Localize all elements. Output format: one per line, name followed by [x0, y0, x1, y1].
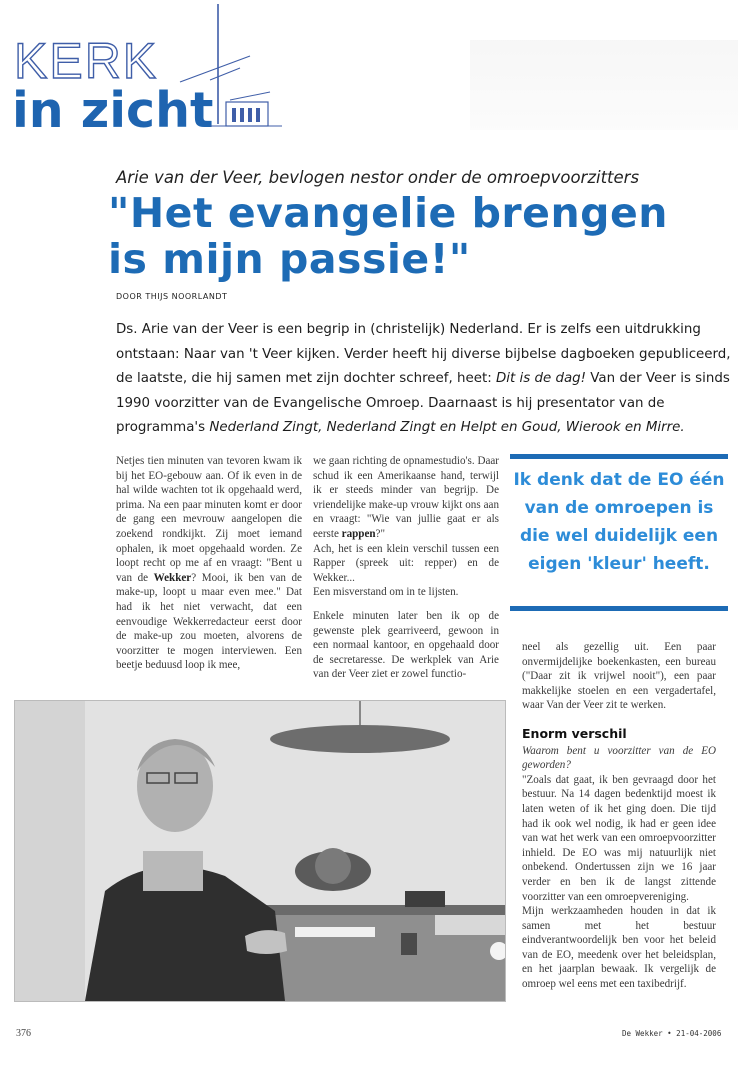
- text-bold: rappen: [341, 527, 376, 540]
- article-subtitle: Arie van der Veer, bevlogen nestor onder de omroepvoorzitters: [116, 168, 640, 187]
- article-photo: [14, 700, 506, 1002]
- body-column-3: [522, 640, 716, 1001]
- headline-line-1: "Het evangelie brengen: [108, 189, 668, 237]
- publication-info: De Wekker • 21-04-2006: [622, 1029, 722, 1038]
- body-column-1: [116, 454, 302, 682]
- byline: DOOR THIJS NOORLANDT: [116, 292, 228, 301]
- paragraph: Mijn werkzaamheden houden in dat ik samen met het bestuur eindverantwoordelijk ben voor het beleid van de EO, meedenk over het beleidsplan, en het jaarplan bewaak. Ik vergelijk de omroep wel eens met een taxibedrijf.: [522, 905, 716, 991]
- page-number: 376: [16, 1028, 31, 1039]
- text: Netjes tien minuten van tevoren kwam ik bij het EO-gebouw aan. Of ik even in de hal wilde wachten tot ik opgehaald werd, prima. Na een paar minuten komt er door de gang een mevrouw aangelopen die zoekend rondkijkt. Zij moet iemand ophalen, ik moet opgehaald worden. Ze loopt recht op me af en vraagt: "Bent u van de: [116, 455, 302, 584]
- paragraph: neel als gezellig uit. Een paar onvermijdelijke boekenkasten, een bureau ("Daar zit ik vrijwel nooit"), een paar makkelijke stoelen en een vergadertafel, waar Van der Veer zit te werken.: [522, 641, 716, 712]
- text-bold: Wekker: [153, 571, 192, 584]
- article-intro: [116, 318, 734, 441]
- intro-text-2: Van der Veer is sinds 1990 voorzitter van de Evangelische Omroep. Daarnaast is hij presentator van de programma's: [116, 371, 730, 435]
- pullquote-bottom-rule: [510, 606, 728, 611]
- photo-illustration: [15, 701, 505, 1001]
- intro-programs: Nederland Zingt, Nederland Zingt en Helpt en Goud, Wierook en Mirre.: [209, 420, 685, 435]
- paragraph: Enkele minuten later ben ik op de gewenste plek gearriveerd, gewoon in een normaal kantoor, en opgehaald door de secretaresse. De werkplek van Arie van der Veer ziet er zowel functio-: [313, 609, 499, 681]
- intro-book-title: Dit is de dag!: [495, 371, 587, 386]
- paragraph: [313, 454, 499, 542]
- intro-text-1: Ds. Arie van der Veer is een begrip in (christelijk) Nederland. Er is zelfs een uitdrukking ontstaan: Naar van 't Veer kijken. Verder heeft hij diverse bijbelse dagboeken gepubliceerd, de laatste, die hij samen met zijn dochter schreef, heet:: [116, 322, 731, 386]
- section-heading: Enorm verschil: [522, 725, 627, 741]
- interview-question: Waarom bent u voorzitter van de EO geworden?: [522, 744, 716, 772]
- body-column-2: [313, 454, 499, 691]
- paragraph: Ach, het is een klein verschil tussen een Rapper (spreek uit: repper) en de Wekker...: [313, 542, 499, 584]
- section-logo-top: KERK: [14, 33, 159, 89]
- text: ? Mooi, ik ben van de make-up, loopt u maar even mee." Dat had ik het niet verwacht, dat een eenvoudige Wekkerredacteur eerst door de make-up zou moeten, alvorens de voorzitter te mogen interviewen. Een beetje beduusd loop ik mee,: [116, 571, 302, 672]
- headline-line-2: is mijn passie!": [108, 235, 471, 283]
- paragraph: "Zoals dat gaat, ik ben gevraagd door het bestuur. Na 14 dagen bedenktijd moest ik laten weten of ik het ging doen. Die tijd had ik ook wel nodig, ik had er geen idee van wat het werk van een omroepvoorzitter inhield. De EO was mij natuurlijk niet onbekend. Ondertussen zijn we 16 jaar verder en ben ik de langst zittende voorzitter van een omroepvereniging.: [522, 773, 716, 903]
- article-headline: [108, 190, 738, 282]
- paragraph: [116, 454, 302, 673]
- pullquote-top-rule: [510, 454, 728, 459]
- text: we gaan richting de opnamestudio's. Daar schud ik een Amerikaanse hand, terwijl ik er steeds minder van begrijp. De vriendelijke make-up vrouw kijkt ons aan en vraagt: "Wie van jullie gaat er als eerste: [313, 455, 499, 540]
- faded-background-graphic: [470, 40, 738, 130]
- pull-quote: Ik denk dat de EO één van de omroepen is die wel duidelijk een eigen 'kleur' heeft.: [513, 470, 725, 574]
- section-logo-bottom: in zicht: [12, 82, 214, 139]
- church-icon: [170, 4, 290, 134]
- text: ?": [375, 527, 385, 540]
- paragraph: Een misverstand om in te lijsten.: [313, 586, 459, 599]
